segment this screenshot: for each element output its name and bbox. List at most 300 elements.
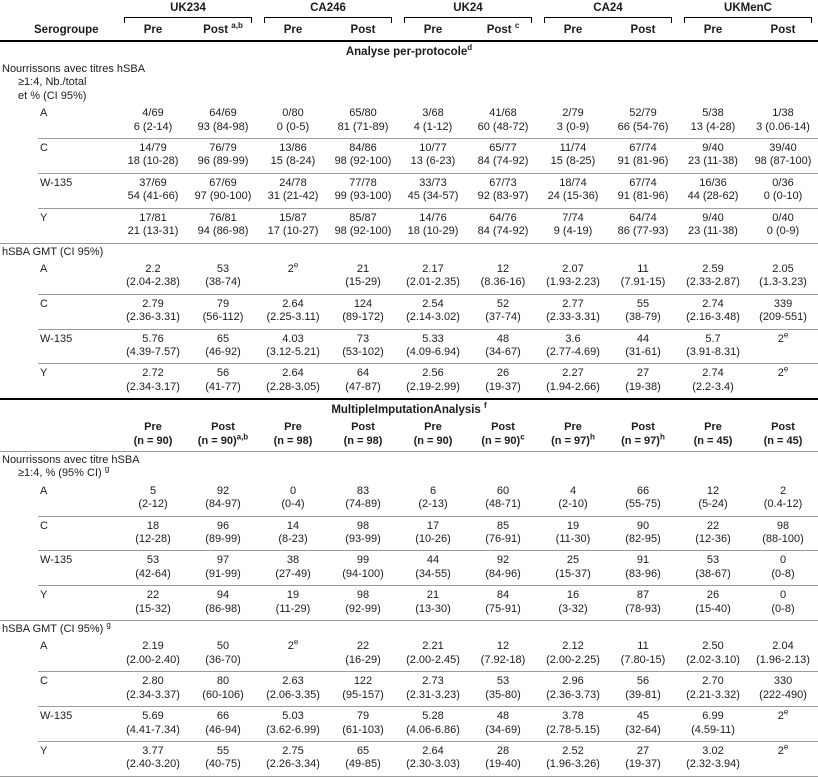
cell-ci: (2.21-3.32) (686, 688, 740, 701)
data-cell (538, 104, 608, 138)
cell-value: 3.02 (702, 744, 724, 757)
cell-value: 2.07 (562, 262, 584, 275)
data-cell (188, 260, 258, 294)
cell-ci: (12-28) (135, 533, 171, 546)
data-cell (118, 637, 188, 671)
table-row (0, 104, 818, 138)
serogroup-label: W-135 (38, 173, 118, 208)
cell-value: 65/77 (489, 142, 517, 155)
cell-ci: (83-96) (625, 567, 661, 580)
cell-ci: (3-32) (558, 602, 588, 615)
data-cell (608, 139, 678, 174)
cell-value: 2.12 (562, 640, 584, 653)
cell-ci: 96 (89-99) (197, 155, 249, 168)
cell-ci: (15-40) (695, 602, 731, 615)
row-gutter (0, 364, 38, 399)
cell-value: 124 (353, 297, 373, 310)
cell-ci: (2.30-3.03) (406, 758, 460, 771)
data-cell (328, 637, 398, 671)
cell-value: 5.69 (142, 710, 164, 723)
cell-ci: (4.06-6.86) (406, 723, 460, 736)
cell-value: 2.27 (562, 367, 584, 380)
cell-ci: 0 (0-9) (766, 225, 800, 238)
cell-value: 0/80 (282, 107, 304, 120)
cell-ci: (34-55) (415, 567, 451, 580)
cell-value: 48 (496, 710, 510, 723)
data-cell (678, 364, 748, 399)
cell-ci: (2.2-3.4) (692, 380, 734, 393)
cell-value: 87 (636, 589, 650, 602)
cell-ci: 84 (74-92) (477, 155, 529, 168)
group-header-ca24 (538, 0, 678, 23)
cell-ci: 13 (4-28) (690, 120, 736, 133)
cell-value: 2.59 (702, 262, 724, 275)
subheader-post (608, 419, 678, 451)
group-header-uk24 (398, 0, 538, 23)
subheader-line1: Pre (144, 421, 162, 434)
cell-ci: (38-67) (695, 567, 731, 580)
data-cell (608, 294, 678, 329)
cell-value: 44 (426, 554, 440, 567)
data-cell (608, 586, 678, 621)
cell-ci: 6 (2-14) (133, 120, 173, 133)
cell-value: 2.2 (145, 262, 161, 275)
cell-ci: (34-69) (485, 723, 521, 736)
data-cell (468, 482, 538, 516)
cell-ci: 15 (8-24) (270, 155, 316, 168)
subheader-pre (538, 419, 608, 451)
cell-value: 22 (356, 640, 370, 653)
group-label: CA246 (310, 2, 346, 14)
row-gutter (0, 707, 38, 742)
cell-ci: (2.14-3.02) (406, 311, 460, 324)
cell-value: 2.72 (142, 367, 164, 380)
block-label (0, 243, 818, 260)
cell-value: 2.52 (562, 744, 584, 757)
cell-value: 16/36 (699, 176, 727, 189)
cell-ci: 13 (6-23) (410, 155, 456, 168)
col-header-post: Post $^c$ (468, 23, 538, 41)
cell-ci: (47-87) (345, 380, 381, 393)
subheader-line2: (n = 45) (693, 434, 733, 447)
data-cell (398, 104, 468, 138)
data-cell (678, 586, 748, 621)
data-cell (118, 516, 188, 551)
data-cell (678, 516, 748, 551)
cell-ci: (2.34-3.37) (126, 688, 180, 701)
cell-ci: (19-37) (485, 380, 521, 393)
cell-ci: (7.91-15) (620, 276, 666, 289)
data-cell (608, 516, 678, 551)
subheader-line2: (n = 45) (763, 434, 803, 447)
cell-value: 9/40 (702, 211, 724, 224)
data-cell (188, 104, 258, 138)
cell-value: 65 (356, 744, 370, 757)
data-cell (258, 482, 328, 516)
row-gutter (0, 208, 38, 243)
data-cell (258, 516, 328, 551)
data-cell (398, 637, 468, 671)
cell-ci: (41-77) (205, 380, 241, 393)
subheader-line1: Pre (284, 421, 302, 434)
cell-ci: 24 (15-36) (547, 190, 599, 203)
cell-ci: (11-29) (275, 602, 311, 615)
serogroup-label: Y (38, 364, 118, 399)
serogroup-label: Y (38, 586, 118, 621)
cell-value: 21 (426, 589, 440, 602)
cell-ci: (38-79) (625, 311, 661, 324)
cell-value: 2.79 (142, 297, 164, 310)
data-cell (188, 364, 258, 399)
group-label: UK234 (170, 2, 206, 14)
cell-value: 66 (636, 484, 650, 497)
cell-value: 2.05 (772, 262, 794, 275)
cell-ci: 98 (87-100) (754, 155, 812, 168)
data-cell (538, 516, 608, 551)
data-cell (538, 364, 608, 399)
subheader-line2: (n = 90)$^c$ (481, 431, 525, 447)
cell-ci: (0-8) (771, 602, 795, 615)
table-row (0, 329, 818, 364)
cell-ci: 60 (48-72) (477, 120, 529, 133)
cell-ci: 0 (0-5) (276, 120, 310, 133)
block-label-line: hSBA GMT (CI 95%) $^g$ (2, 620, 111, 636)
data-cell (258, 208, 328, 243)
data-cell (538, 551, 608, 586)
data-cell (748, 672, 818, 707)
group-header-row (0, 0, 818, 23)
cell-ci: (84-97) (205, 498, 241, 511)
cell-value: 2.80 (142, 675, 164, 688)
cell-ci: (2.01-2.35) (406, 276, 460, 289)
block-label-line: Nourrissons avec titres hSBA (2, 63, 146, 76)
data-cell (328, 364, 398, 399)
data-cell (538, 707, 608, 742)
data-cell (678, 637, 748, 671)
data-cell (118, 707, 188, 742)
cell-value: 55 (636, 297, 650, 310)
subheader-post (468, 419, 538, 451)
cell-ci: (2-10) (558, 498, 588, 511)
cell-ci: (2.02-3.10) (686, 653, 740, 666)
group-header-ukmenc (678, 0, 818, 23)
superscript-note: g (106, 620, 111, 630)
cell-value: 5.33 (422, 332, 444, 345)
table-row (0, 482, 818, 516)
table-row (0, 208, 818, 243)
cell-value: 5.7 (705, 332, 721, 345)
subheader-row (0, 419, 818, 451)
data-cell (188, 516, 258, 551)
cell-value: 55 (216, 744, 230, 757)
data-cell (398, 551, 468, 586)
group-label: UKMenC (724, 2, 772, 14)
data-cell (538, 260, 608, 294)
cell-value: 2.96 (562, 675, 584, 688)
section-title: Analyse per-protocole$^d$ (345, 43, 473, 59)
data-cell (608, 104, 678, 138)
cell-ci: 3 (0-9) (556, 120, 590, 133)
cell-value: 14/79 (139, 142, 167, 155)
superscript-note: c (520, 431, 525, 441)
data-cell (538, 139, 608, 174)
cell-value: 330 (773, 675, 793, 688)
cell-value: 6 (429, 484, 437, 497)
cell-value: 2e (287, 260, 299, 275)
section-title-row (0, 41, 818, 61)
cell-ci: (19-40) (485, 758, 521, 771)
data-cell (398, 364, 468, 399)
data-cell (678, 139, 748, 174)
group-header-uk234 (118, 0, 258, 23)
cell-ci: 98 (92-100) (334, 225, 392, 238)
data-cell (538, 329, 608, 364)
data-cell (188, 482, 258, 516)
cell-value: 2.77 (562, 297, 584, 310)
data-cell (258, 586, 328, 621)
data-cell (608, 741, 678, 776)
cell-value: 17/81 (139, 211, 167, 224)
col-header-post: Post (748, 23, 818, 41)
cell-ci: (1.96-3.26) (546, 758, 600, 771)
subheader-line2: (n = 98) (343, 434, 383, 447)
cell-ci: (88-100) (762, 533, 804, 546)
cell-value: 2.64 (282, 297, 304, 310)
cell-value: 85/87 (349, 211, 377, 224)
cell-value: 12 (706, 484, 720, 497)
superscript-note: a,b (236, 431, 249, 441)
cell-value: 2.17 (422, 262, 444, 275)
cell-ci: (0-4) (281, 498, 305, 511)
data-cell (468, 364, 538, 399)
cell-ci: (2.36-3.31) (126, 311, 180, 324)
data-cell (468, 329, 538, 364)
cell-ci: 0 (0-10) (763, 190, 803, 203)
cell-ci: (46-92) (205, 345, 241, 358)
serogroup-label: C (38, 672, 118, 707)
data-cell (398, 139, 468, 174)
cell-value: 53 (216, 262, 230, 275)
data-cell (748, 637, 818, 671)
data-cell (468, 139, 538, 174)
cell-value: 2.56 (422, 367, 444, 380)
cell-ci: (8-23) (278, 533, 308, 546)
cell-value: 26 (706, 589, 720, 602)
cell-ci: (2.00-2.40) (126, 653, 180, 666)
cell-ci: (3.62-6.99) (266, 723, 320, 736)
cell-value: 64/69 (209, 107, 237, 120)
cell-ci: (1.94-2.66) (546, 380, 600, 393)
data-cell (328, 208, 398, 243)
cell-ci: 84 (74-92) (477, 225, 529, 238)
cell-value: 65 (216, 332, 230, 345)
data-cell (118, 173, 188, 208)
section-title-row (0, 399, 818, 419)
cell-value: 2e (777, 364, 789, 380)
data-cell (678, 482, 748, 516)
cell-ci: (16-29) (345, 653, 381, 666)
cell-ci: (2.33-2.87) (686, 276, 740, 289)
cell-value: 9/40 (702, 142, 724, 155)
cell-ci: (37-74) (485, 311, 521, 324)
cell-ci: (48-71) (485, 498, 521, 511)
data-cell (118, 139, 188, 174)
cell-value: 19 (286, 589, 300, 602)
data-cell (748, 482, 818, 516)
cell-value: 56 (216, 367, 230, 380)
data-cell (468, 208, 538, 243)
data-cell (328, 482, 398, 516)
cell-value: 53 (146, 554, 160, 567)
cell-ci: (27-49) (275, 567, 311, 580)
cell-value: 7/74 (562, 211, 584, 224)
cell-ci: (10-26) (415, 533, 451, 546)
cell-ci: (2.31-3.23) (406, 688, 460, 701)
cell-ci: 18 (10-28) (127, 155, 179, 168)
subheader-line1: Post (631, 421, 655, 434)
data-cell (328, 707, 398, 742)
cell-ci: (56-112) (202, 311, 244, 324)
data-cell (538, 741, 608, 776)
cell-value: 76/81 (209, 211, 237, 224)
data-cell (328, 294, 398, 329)
cell-ci: 3 (0.06-14) (756, 120, 810, 133)
cell-ci: (7.80-15) (620, 653, 666, 666)
data-cell (398, 173, 468, 208)
block-label-row (0, 621, 818, 638)
data-cell (398, 672, 468, 707)
cell-ci: (91-99) (205, 567, 241, 580)
serogroup-label: W-135 (38, 329, 118, 364)
data-cell (678, 551, 748, 586)
cell-value: 79 (216, 297, 230, 310)
cell-ci: 9 (4-19) (553, 225, 593, 238)
cell-ci: 93 (84-98) (197, 120, 249, 133)
cell-value: 2.75 (282, 744, 304, 757)
cell-value: 84 (496, 589, 510, 602)
data-cell (608, 707, 678, 742)
superscript-note: c (514, 21, 520, 31)
cell-ci: (3.12-5.21) (266, 345, 320, 358)
subheader-line2: (n = 98) (273, 434, 313, 447)
subheader-pre (678, 419, 748, 451)
subheader-corner (0, 419, 118, 451)
cell-ci: (61-103) (342, 723, 384, 736)
cell-value: 92 (496, 554, 510, 567)
serogroup-label: A (38, 482, 118, 516)
table-row (0, 551, 818, 586)
cell-value: 90 (636, 519, 650, 532)
data-cell (748, 586, 818, 621)
cell-value: 2e (777, 742, 789, 757)
cell-ci: (13-30) (415, 602, 451, 615)
cell-value: 11 (637, 262, 649, 275)
data-cell (538, 672, 608, 707)
cell-ci: (2-13) (418, 498, 448, 511)
row-gutter (0, 329, 38, 364)
cell-ci: (75-91) (485, 602, 521, 615)
cell-ci: (89-172) (342, 311, 384, 324)
data-cell (328, 516, 398, 551)
cell-value: 83 (356, 484, 370, 497)
data-cell (678, 741, 748, 776)
cell-value: 2.04 (772, 640, 794, 653)
cell-value: 2.73 (422, 675, 444, 688)
cell-ci: 54 (41-66) (127, 190, 179, 203)
cell-ci: (2.19-2.99) (406, 380, 460, 393)
table-row (0, 260, 818, 294)
superscript-note: g (104, 464, 110, 474)
cell-ci: (94-100) (342, 567, 384, 580)
data-cell (118, 482, 188, 516)
data-cell (258, 364, 328, 399)
data-cell (468, 586, 538, 621)
cell-ci: (89-99) (205, 533, 241, 546)
data-cell (468, 707, 538, 742)
row-gutter (0, 741, 38, 776)
cell-value: 67/74 (629, 176, 657, 189)
cell-value: 91 (636, 554, 650, 567)
cell-value: 2.21 (422, 640, 444, 653)
superscript-note: f (484, 401, 487, 411)
cell-value: 56 (636, 675, 650, 688)
cell-value: 50 (216, 640, 230, 653)
cell-value: 66 (216, 710, 230, 723)
cell-value: 2.19 (142, 640, 164, 653)
cell-value: 97 (216, 554, 230, 567)
cell-value: 13/86 (279, 142, 307, 155)
cell-ci: (2.34-3.17) (126, 380, 180, 393)
cell-ci: 97 (90-100) (194, 190, 252, 203)
cell-value: 2.74 (702, 367, 724, 380)
subheader-line2: (n = 97)$^h$ (621, 431, 665, 447)
cell-ci: (93-99) (345, 533, 381, 546)
data-cell (608, 482, 678, 516)
cell-value: 2e (287, 637, 299, 653)
cell-ci: 91 (81-96) (617, 155, 669, 168)
cell-ci: (12-36) (695, 533, 731, 546)
cell-ci: (34-67) (485, 345, 521, 358)
cell-ci: (1.93-2.23) (546, 276, 600, 289)
cell-ci: (32-64) (625, 723, 661, 736)
data-cell (398, 586, 468, 621)
cell-value: 24/78 (279, 176, 307, 189)
cell-value: 17 (426, 519, 440, 532)
cell-ci: 66 (54-76) (617, 120, 669, 133)
cell-value: 99 (356, 554, 370, 567)
superscript-note: a,b (231, 21, 243, 31)
subheader-line1: Post (211, 421, 235, 434)
row-gutter (0, 482, 38, 516)
cell-ci: (60-106) (202, 688, 244, 701)
cell-ci: 94 (86-98) (197, 225, 249, 238)
cell-ci: (7.92-18) (480, 653, 526, 666)
cell-value: 5.03 (282, 710, 304, 723)
data-cell (258, 139, 328, 174)
subheader-line2: (n = 90) (413, 434, 453, 447)
col-header-post: Post (608, 23, 678, 41)
cell-ci: (15-32) (135, 602, 171, 615)
data-cell (258, 329, 328, 364)
superscript-note: e (783, 742, 789, 752)
cell-ci: (15-37) (555, 567, 591, 580)
col-header-post: Post (328, 23, 398, 41)
col-header-pre: Pre (538, 23, 608, 41)
serogroup-label: A (38, 104, 118, 138)
cell-value: 22 (706, 519, 720, 532)
cell-ci: (2.26-3.34) (266, 758, 320, 771)
data-cell (118, 260, 188, 294)
